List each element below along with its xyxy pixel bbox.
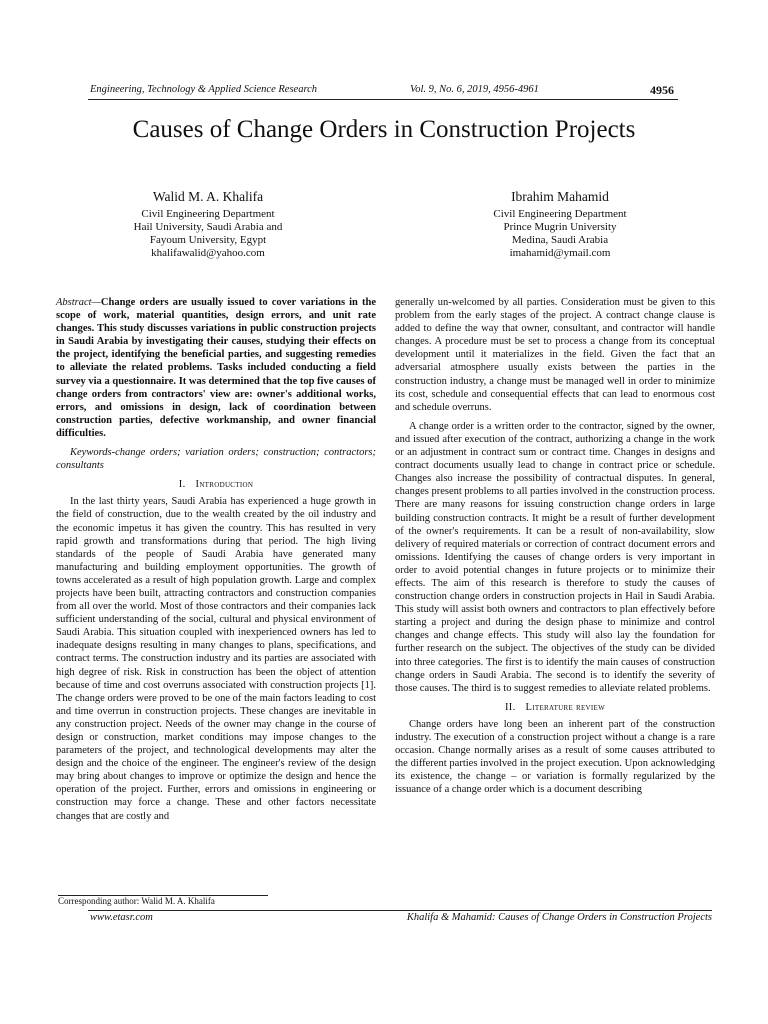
author-name: Ibrahim Mahamid xyxy=(511,189,609,204)
journal-name: Engineering, Technology & Applied Science Research xyxy=(90,84,318,95)
footer-rule xyxy=(88,910,712,911)
footer-website: www.etasr.com xyxy=(90,912,153,923)
body-paragraph: Change orders have long been an inherent part of the construction industry. The execution of a construction project without a change is a rare occasion. Change normally arises as a result of some causes attributed to the different parties involved in the project execution. Upon acknowledging its existence, the change – or variation is formally regularized by the issuance of a change order which is a document describing xyxy=(395,718,715,796)
body-paragraph: A change order is a written order to the contractor, signed by the owner, and issued after execution of the contract, authorizing a change in the work or an adjustment in contract sum or contract time. Changes in designs and contract documents usually lead to change in contract price or schedule. Changes also increase the possibility of contractual disputes. In general, changes present problems to all parties involved in the construction process. There are many reasons for issuing construction change orders in large building construction contracts. It might be a result of further development of the owner's requirements. It can be a result of non-availability, slow delivery of required materials or correction of contract document errors and omissions. Identifying the causes of change orders is very important in order to avoid potential changes in future projects or to minimize their effects. The aim of this research is therefore to study the causes of construction change orders in construction projects in Hail in Saudi Arabia. This study will assist both owners and contractors to plan effectively before starting a project and during the design phase to minimize and control changes and change effects. This study will also lay the foundation for further research on the subject. The objectives of the study can be divided into three categories. The first is to identify the main causes of construction change orders in Saudi Arabia. The second is to identify the severity of those causes. The third is to suggest remedies to alleviate related problems. xyxy=(395,420,715,694)
section-number: II. xyxy=(505,701,516,713)
author-block-2 xyxy=(430,190,690,260)
keywords: Keywords-change orders; variation orders; construction; contractors; consultants xyxy=(56,447,376,472)
abstract-lead: Abstract— xyxy=(56,297,101,308)
page-number: 4956 xyxy=(650,83,674,97)
author-email: imahamid@ymail.com xyxy=(509,247,611,259)
section-title: Introduction xyxy=(195,479,254,491)
corresponding-author-footnote: Corresponding author: Walid M. A. Khalifa xyxy=(58,896,215,906)
author-email: khalifawalid@yahoo.com xyxy=(151,247,265,259)
intro-paragraph: In the last thirty years, Saudi Arabia has experienced a huge growth in the field of construction, due to the wealth created by the oil industry and the economic impetus it has given the country. This has resulted in very rapid growth and transformations during that period. The high living standards of the people of Saudi Arabia have generated many manufacturing and building employment opportunities. The growth of towns accelerated as a result of high population growth. Large and complex projects have been built, attracting contractors and construction companies from all over the world. Most of those contractors and their companies lack sufficient understanding of the social, cultural and physical environment of Saudi Arabia. This situation coupled with inexperienced owners has led to inadequate designs resulting in many changes to plans, specifications, and contract terms. The construction industry and its parties are associated with high degree of risk. Risk in construction has been the object of attention because of time and cost overruns associated with construction projects [1]. The change orders were proved to be one of the main factors leading to cost and time overrun in construction projects. These changes are inevitable in any construction project. Needs of the owner may change in the course of design or construction, market conditions may impose changes to the parameters of the project, and technological developments may alter the design and the choice of the engineer. The engineer's review of the design may bring about changes to improve or optimize the design and hence the operation of the project. Further, errors and omissions in engineering or construction may force a change. These and other factors necessitate changes that are costly and xyxy=(56,496,376,822)
right-column xyxy=(395,296,715,796)
header-rule xyxy=(88,99,678,100)
author-block-1 xyxy=(78,190,338,260)
author-affiliation: Prince Mugrin University xyxy=(503,221,617,233)
volume-info: Vol. 9, No. 6, 2019, 4956-4961 xyxy=(410,84,539,95)
paper-title: Causes of Change Orders in Construction Projects xyxy=(132,116,636,143)
section-title: Literature review xyxy=(525,701,605,713)
left-column xyxy=(56,296,376,823)
section-number: I. xyxy=(178,479,186,491)
footer-citation: Khalifa & Mahamid: Causes of Change Orders in Construction Projects xyxy=(406,912,712,923)
author-affiliation: Civil Engineering Department xyxy=(141,208,275,220)
section-heading-literature-review xyxy=(395,701,715,714)
abstract xyxy=(56,296,376,440)
author-name: Walid M. A. Khalifa xyxy=(152,189,264,204)
running-header xyxy=(90,84,676,100)
author-affiliation: Hail University, Saudi Arabia and xyxy=(133,221,283,233)
section-heading-introduction xyxy=(56,478,376,491)
author-affiliation: Medina, Saudi Arabia xyxy=(511,234,609,246)
body-paragraph: generally un-welcomed by all parties. Consideration must be given to this problem from the early stages of the project. A contract change clause is added to define the way that owner, consultant, and contractor will handle changes. A procedure must be set to process a change from its conceptual development until it materializes in the field. Given the fact that an adversarial atmosphere usually exists between the parties in the construction industry, a change must be managed well in order to minimize its cost, schedule and consequential effects that can lead to enormous cost and schedule overruns. xyxy=(395,297,715,413)
author-affiliation: Fayoum University, Egypt xyxy=(149,234,267,246)
abstract-text: Change orders are usually issued to cover variations in the scope of work, material quantities, design errors, and unit rate changes. This study discusses variations in public construction projects in Saudi Arabia by investigating their causes, studying their effects on the project, identifying the beneficial parties, and suggesting remedies to alleviate the related problems. Tasks included conducting a field survey via a questionnaire. It was determined that the top five causes of change orders from contractors' view are: owner's additional works, errors, and omissions in design, lack of coordination between construction parties, defective workmanship, and owner financial difficulties. xyxy=(56,297,376,439)
author-affiliation: Civil Engineering Department xyxy=(493,208,627,220)
